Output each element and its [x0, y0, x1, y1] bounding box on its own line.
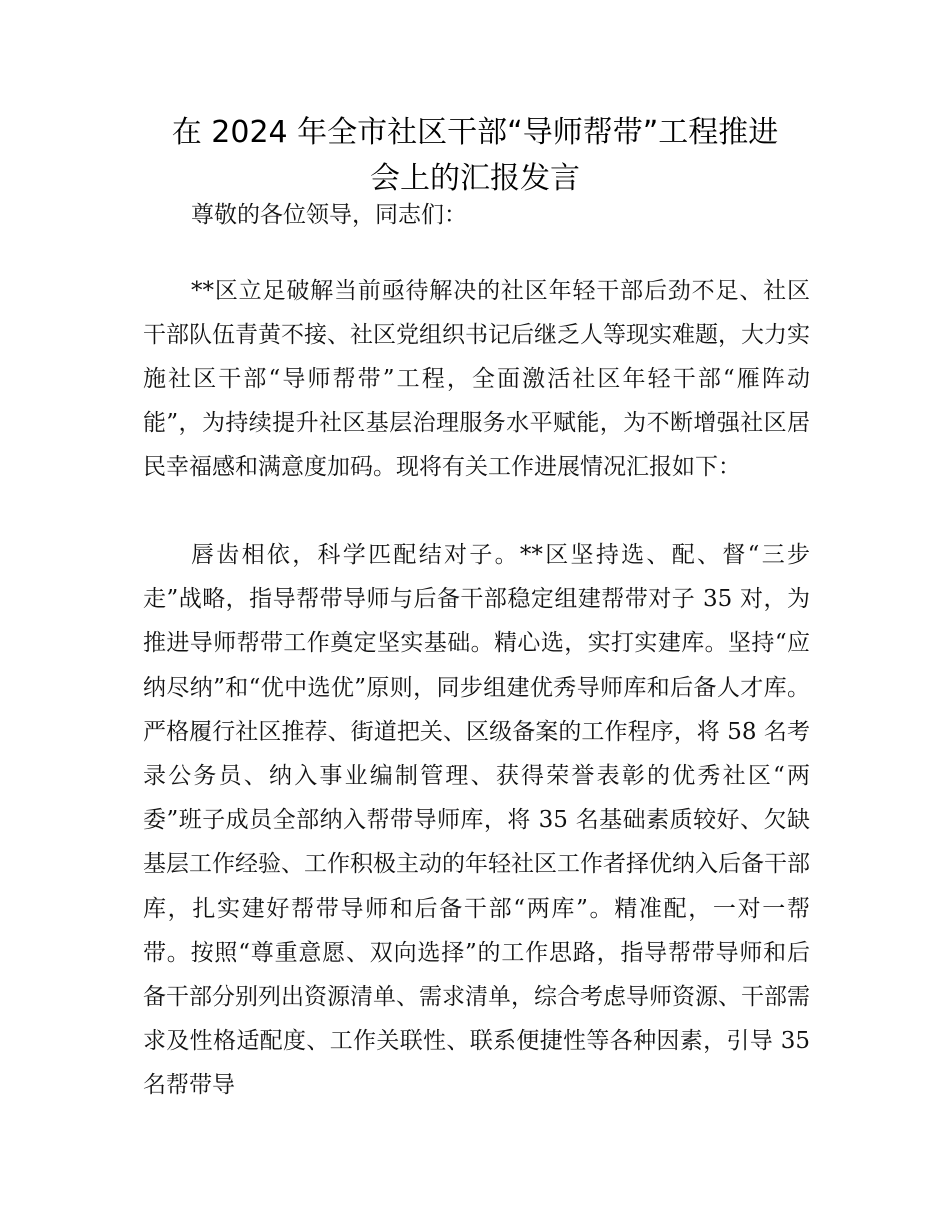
- title-line-2: 会上的汇报发言: [370, 161, 580, 196]
- document-title: [120, 110, 830, 202]
- salutation: 尊敬的各位领导，同志们：: [191, 202, 467, 228]
- paragraph-pairing: 唇齿相依，科学匹配结对子。**区坚持选、配、督“三步走”战略，指导帮带导师与后备干部稳定组建帮带对子 35 对，为推进导师帮带工作奠定坚实基础。精心选，实打实建库。坚持“应纳尽纳”和“优中选优”原则，同步组建优秀导师库和后备人才库。严格履行社区推荐、街道把关、区级备案的工作程序，将 58 名考录公务员、纳入事业编制管理、获得荣誉表彰的优秀社区“两委”班子成员全部纳入帮带导师库，将 35 名基础素质较好、欠缺基层工作经验、工作积极主动的年轻社区工作者择优纳入后备干部库，扎实建好帮带导师和后备干部“两库”。精准配，一对一帮带。按照“尊重意愿、双向选择”的工作思路，指导帮带导师和后备干部分别列出资源清单、需求清单，综合考虑导师资源、干部需求及性格适配度、工作关联性、联系便捷性等各种因素，引导 35 名帮带导: [143, 542, 810, 1099]
- paragraph-intro: **区立足破解当前亟待解决的社区年轻干部后劲不足、社区干部队伍青黄不接、社区党组织书记后继乏人等现实难题，大力实施社区干部“导师帮带”工程，全面激活社区年轻干部“雁阵动能”，为持续提升社区基层治理服务水平赋能，为不断增强社区居民幸福感和满意度加码。现将有关工作进展情况汇报如下：: [143, 278, 810, 480]
- title-line-1: 在 2024 年全市社区干部“导师帮带”工程推进: [171, 115, 779, 150]
